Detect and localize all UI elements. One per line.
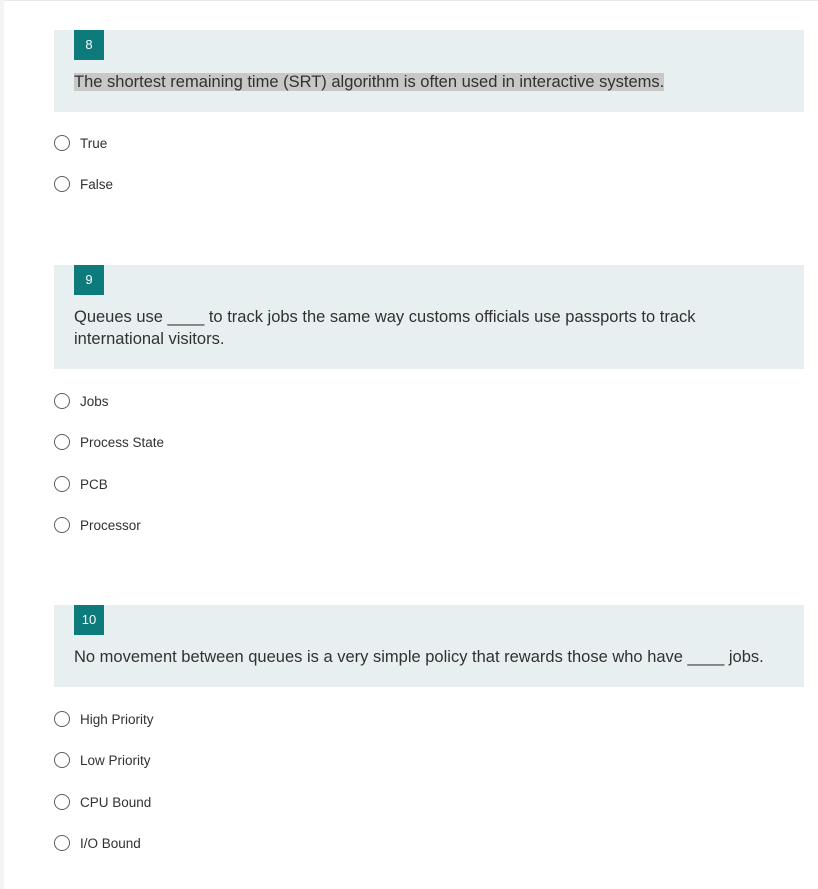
- radio-button[interactable]: [54, 476, 70, 492]
- option-label: True: [80, 135, 108, 151]
- radio-button[interactable]: [54, 135, 70, 151]
- radio-button[interactable]: [54, 176, 70, 192]
- radio-button[interactable]: [54, 752, 70, 768]
- option-processor[interactable]: [54, 514, 141, 536]
- question-text: [74, 71, 774, 93]
- option-true[interactable]: [54, 132, 107, 154]
- option-process-state[interactable]: [54, 431, 164, 453]
- question-header: [54, 605, 804, 687]
- option-label: Low Priority: [80, 752, 151, 768]
- radio-button[interactable]: [54, 711, 70, 727]
- option-label: Jobs: [80, 393, 109, 409]
- option-pcb[interactable]: [54, 473, 108, 495]
- question-8: [54, 30, 804, 192]
- option-label: False: [80, 176, 114, 192]
- option-low-priority[interactable]: [54, 749, 151, 771]
- quiz-page: [4, 0, 818, 889]
- radio-button[interactable]: [54, 434, 70, 450]
- option-label: Process State: [80, 434, 165, 450]
- question-number-badge: 9: [74, 265, 104, 295]
- option-jobs[interactable]: [54, 390, 109, 412]
- option-high-priority[interactable]: [54, 708, 154, 730]
- option-label: Processor: [80, 517, 141, 533]
- question-text-highlight: The shortest remaining time (SRT) algorithm is often used in interactive systems.: [74, 73, 665, 91]
- question-number-badge: 8: [74, 30, 104, 60]
- radio-button[interactable]: [54, 393, 70, 409]
- question-9: [54, 265, 804, 533]
- question-10: [54, 605, 804, 851]
- option-false[interactable]: [54, 173, 113, 195]
- question-text: No movement between queues is a very simple policy that rewards those who have ____ jobs.: [74, 648, 764, 666]
- radio-button[interactable]: [54, 517, 70, 533]
- option-io-bound[interactable]: [54, 832, 141, 854]
- question-header: [54, 265, 804, 369]
- option-cpu-bound[interactable]: [54, 791, 151, 813]
- radio-button[interactable]: [54, 794, 70, 810]
- option-label: PCB: [80, 476, 108, 492]
- option-label: CPU Bound: [80, 794, 152, 810]
- question-number-badge: 10: [74, 605, 104, 635]
- question-header: [54, 30, 804, 112]
- option-label: High Priority: [80, 711, 154, 727]
- option-label: I/O Bound: [80, 835, 141, 851]
- radio-button[interactable]: [54, 835, 70, 851]
- question-text: Queues use ____ to track jobs the same way customs officials use passports to track international visitors.: [74, 308, 696, 348]
